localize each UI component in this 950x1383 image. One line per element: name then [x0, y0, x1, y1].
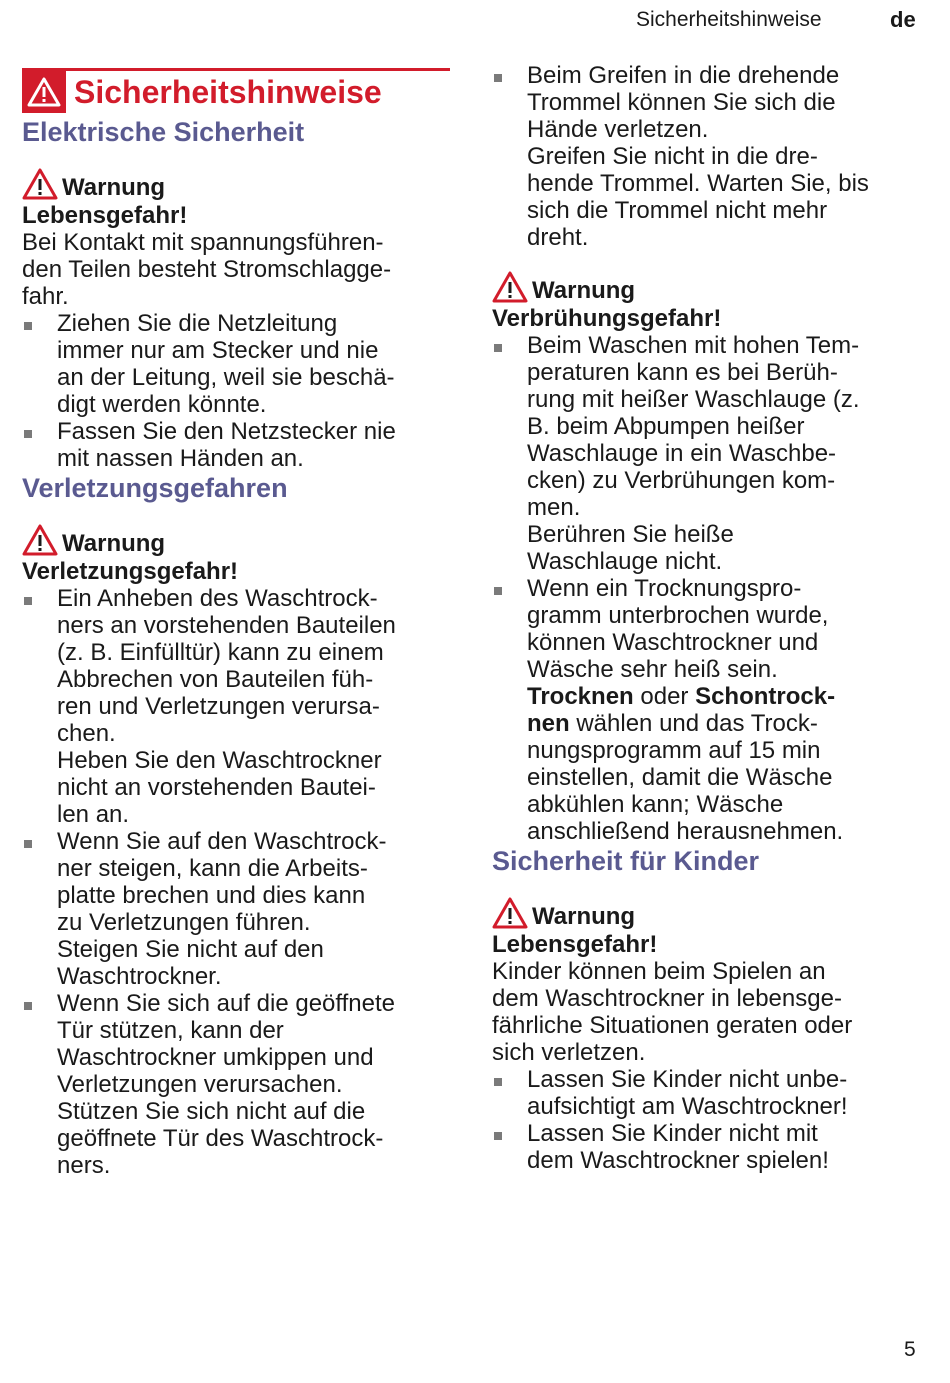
- warning-triangle-icon: [22, 168, 58, 200]
- warning-row: [492, 273, 922, 305]
- list-item: Lassen Sie Kinder nicht unbe- aufsichtigt am Waschtrockner!: [492, 1066, 922, 1120]
- warning-heading: Lebensgefahr!: [492, 931, 658, 958]
- bullet-list: [22, 585, 454, 1179]
- warning-triangle-icon: [492, 897, 528, 929]
- warning-label: Warnung: [62, 174, 166, 201]
- bullet-list: [492, 62, 922, 251]
- title-rule: [22, 68, 450, 71]
- warning-triangle-icon: [22, 71, 66, 113]
- left-column: [22, 62, 454, 1179]
- list-item: Beim Waschen mit hohen Tem- peraturen kann es bei Berüh- rung mit heißer Waschlauge (z. B. beim Abpumpen heißer Waschlauge in ein Waschbe- cken) zu Verbrühungen kom- men. Berühren Sie heiße Waschlauge nicht.: [492, 332, 922, 575]
- section-title-sicherheit-fuer-kinder: Sicherheit für Kinder: [492, 846, 760, 876]
- warning-heading: Verletzungsgefahr!: [22, 558, 239, 585]
- warning-triangle-icon: [492, 271, 528, 303]
- running-header-title: Sicherheitshinweise: [636, 8, 822, 31]
- section-title-verletzungsgefahren: Verletzungsgefahren: [22, 473, 288, 503]
- section-title-elektrische-sicherheit: Elektrische Sicherheit: [22, 117, 305, 147]
- list-item: Fassen Sie den Netzstecker nie mit nassen Händen an.: [22, 418, 454, 472]
- list-item: Beim Greifen in die drehende Trommel können Sie sich die Hände verletzen. Greifen Sie nicht in die dre- hende Trommel. Warten Sie, bis sich die Trommel nicht mehr dreht.: [492, 62, 922, 251]
- program-name-schontrocknen: Schontrock-: [695, 683, 836, 710]
- warning-label: Warnung: [532, 277, 636, 304]
- list-item: Ein Anheben des Waschtrock- ners an vorstehenden Bauteilen (z. B. Einfülltür) kann zu einem Abbrechen von Bauteilen füh- ren und Verletzungen verursa- chen. Heben Sie den Waschtrockner nicht an vorstehenden Bautei- len an.: [22, 585, 454, 828]
- warning-heading: Verbrühungsgefahr!: [492, 305, 722, 332]
- list-item: Lassen Sie Kinder nicht mit dem Waschtrockner spielen!: [492, 1120, 922, 1174]
- warning-intro: Bei Kontakt mit spannungsführen- den Teilen besteht Stromschlagge- fahr.: [22, 229, 392, 310]
- warning-heading: Lebensgefahr!: [22, 202, 188, 229]
- program-name-trocknen: Trocknen: [527, 683, 634, 710]
- main-title-block: [22, 62, 454, 116]
- bullet-list: [22, 310, 454, 472]
- bullet-list: [492, 1066, 922, 1174]
- list-item: Wenn Sie sich auf die geöffnete Tür stützen, kann der Waschtrockner umkippen und Verletzungen verursachen. Stützen Sie sich nicht auf die geöffnete Tür des Waschtrock- ners.: [22, 990, 454, 1179]
- right-column: [492, 62, 922, 1174]
- list-item: Wenn ein Trocknungspro- gramm unterbrochen wurde, können Waschtrockner und Wäsche sehr heiß sein. Trocknen oder Schontrock- nen wählen und das Trock- nungsprogramm auf 15 min einstellen, damit die Wäsche abkühlen kann; Wäsche anschließend herausnehmen.: [492, 575, 922, 845]
- warning-label: Warnung: [532, 903, 636, 930]
- list-item: Ziehen Sie die Netzleitung immer nur am Stecker und nie an der Leitung, weil sie beschä- digt werden könnte.: [22, 310, 454, 418]
- page-number: 5: [904, 1338, 916, 1361]
- bullet-list: [492, 332, 922, 845]
- warning-row: [22, 526, 454, 558]
- program-name-schontrocknen-cont: nen: [527, 710, 570, 737]
- warning-label: Warnung: [62, 530, 166, 557]
- warning-triangle-icon: [22, 524, 58, 556]
- warning-intro: Kinder können beim Spielen an dem Waschtrockner in lebensge- fährliche Situationen geraten oder sich verletzen.: [492, 958, 853, 1066]
- language-code: de: [890, 7, 916, 32]
- list-item: Wenn Sie auf den Waschtrock- ner steigen, kann die Arbeits- platte brechen und dies kann zu Verletzungen führen. Steigen Sie nicht auf den Waschtrockner.: [22, 828, 454, 990]
- warning-row: [492, 899, 922, 931]
- warning-row: [22, 170, 454, 202]
- page-title: Sicherheitshinweise: [74, 74, 382, 110]
